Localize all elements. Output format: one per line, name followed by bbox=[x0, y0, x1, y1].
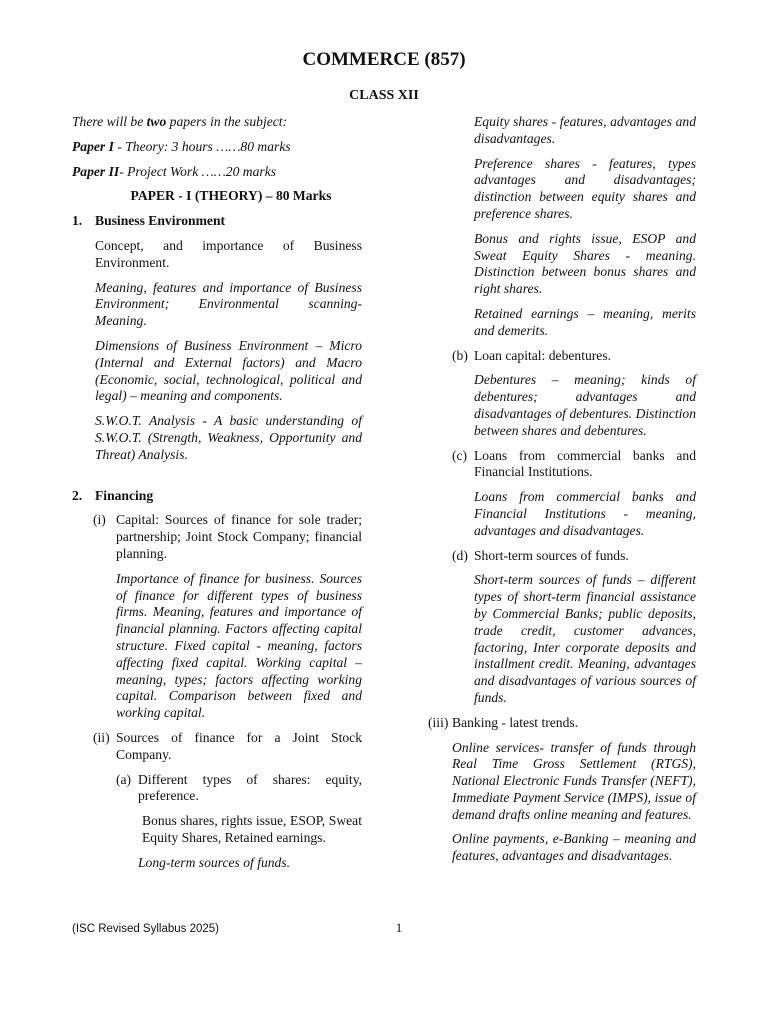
item-a: (a) Different types of shares: equity, preference. bbox=[116, 771, 362, 804]
item-c-detail: Loans from commercial banks and Financial Institutions - meaning, advantages and disadvantages. bbox=[474, 489, 696, 538]
page-number: 1 bbox=[395, 920, 403, 935]
section-1-dimensions: Dimensions of Business Environment – Micro (Internal and External factors) and Macro (Economic, social, technological, political and legal) – meaning and components. bbox=[95, 337, 362, 404]
right-shares-block bbox=[428, 114, 696, 340]
section-2-body bbox=[72, 512, 362, 871]
item-b: (b) Loan capital: debentures. bbox=[452, 347, 612, 363]
item-i-detail: Importance of finance for business. Sources of finance for different types of business firms. Meaning, features and importance of financial planning. Factors affecting capital structure. Fixed capital - meaning, factors affecting fixed capital. Working capital – meaning, types; factors affecting working capital. Comparison between fixed and working capital. bbox=[116, 570, 362, 721]
paper1-line: Paper I - Theory: 3 hours ……80 marks bbox=[72, 138, 291, 154]
section-1-swot: S.W.O.T. Analysis - A basic understanding of S.W.O.T. (Strength, Weakness, Opportunity and Threat) Analysis. bbox=[95, 413, 362, 462]
section-1-meaning: Meaning, features and importance of Business Environment; Environmental scanning- Meaning. bbox=[95, 279, 362, 329]
item-a-longterm: Long-term sources of funds. bbox=[138, 854, 291, 870]
retained-earnings: Retained earnings – meaning, merits and demerits. bbox=[474, 305, 696, 338]
item-c: (c) Loans from commercial banks and Financial Institutions. bbox=[452, 447, 696, 480]
footer-syllabus: (ISC Revised Syllabus 2025) bbox=[72, 923, 220, 935]
item-iii: (iii) Banking - latest trends. bbox=[428, 714, 579, 730]
section-1-concept: Concept, and importance of Business Environment. bbox=[95, 237, 362, 270]
item-d-detail: Short-term sources of funds – different types of short-term financial assistance by Commercial Banks; public deposits, trade credit, customer advances, factoring, Inter corporate deposits and installment credit. Meaning, advantages and disadvantages of various sources of funds. bbox=[474, 572, 696, 705]
equity-shares: Equity shares - features, advantages and disadvantages. bbox=[474, 114, 696, 146]
item-b-detail: Debentures – meaning; kinds of debentures; advantages and disadvantages of debentures. Distinction between shares and debentures. bbox=[474, 372, 696, 438]
item-i: (i) Capital: Sources of finance for sole trader; partnership; Joint Stock Company; financial planning. bbox=[93, 512, 362, 561]
preference-shares: Preference shares - features, types advantages and disadvantages; distinction between equity shares and preference shares. bbox=[474, 155, 696, 221]
section-2-heading: 2. Financing bbox=[72, 487, 154, 503]
paper2-line: Paper II- Project Work ……20 marks bbox=[72, 163, 277, 179]
intro-line: There will be two papers in the subject: bbox=[72, 114, 288, 129]
item-iii-body bbox=[428, 740, 696, 866]
left-column bbox=[72, 114, 362, 879]
item-d: (d) Short-term sources of funds. bbox=[452, 547, 629, 563]
right-column bbox=[428, 114, 696, 873]
class-heading: CLASS XII bbox=[349, 88, 419, 103]
item-ii: (ii) Sources of finance for a Joint Stock Company. bbox=[93, 729, 362, 762]
paper-heading: PAPER - I (THEORY) – 80 Marks bbox=[130, 188, 332, 204]
right-items bbox=[428, 348, 696, 707]
section-1-heading: 1. Business Environment bbox=[72, 213, 226, 229]
page-title: COMMERCE (857) bbox=[302, 49, 466, 70]
online-payments: Online payments, e-Banking – meaning and features, advantages and disadvantages. bbox=[452, 831, 696, 864]
online-services: Online services- transfer of funds through Real Time Gross Settlement (RTGS), National Electronic Funds Transfer (NEFT), Immediate Payment Service (IMPS), issue of demand drafts online meaning and features. bbox=[452, 739, 696, 822]
item-ii-body bbox=[93, 772, 362, 872]
item-a-detail: Bonus shares, rights issue, ESOP, Sweat Equity Shares, Retained earnings. bbox=[142, 813, 362, 845]
section-1-body bbox=[72, 238, 362, 464]
bonus-rights: Bonus and rights issue, ESOP and Sweat Equity Shares - meaning. Distinction between bonus shares and right shares. bbox=[474, 230, 696, 297]
